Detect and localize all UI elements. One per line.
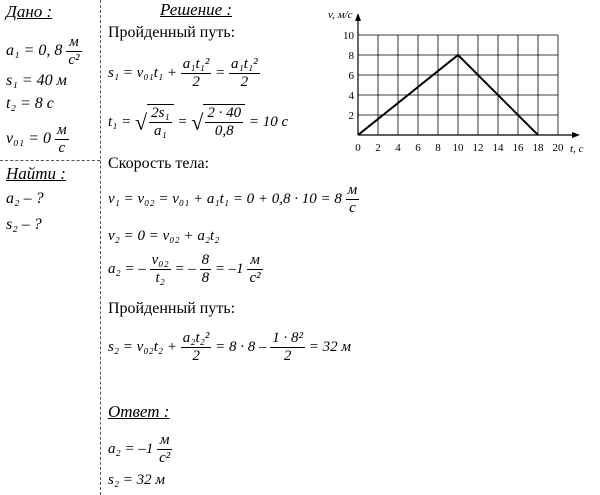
chart-x-tick-label: 16 [512, 142, 524, 154]
find-a2: a₂ – ? [6, 190, 44, 207]
given-t2: t₂ = 8 с [6, 95, 54, 112]
eq-t1: t₁ = √ $\frac{\text{2s₁}}{\text{a₁}}$ = √ $\frac{2 \cdot 40}{0,8}$ = 10 с [108, 105, 289, 139]
eq-a2: a₂ = – $\frac{\text{v₀₂}}{\text{t₂}}$ = – $\frac{8}{8}$ = –1 $\frac{м}{\text{с²}}$ [108, 252, 261, 286]
given-s1: s₁ = 40 м [6, 72, 67, 89]
eq-s1: s₁ = v₀₁t₁ + $\frac{\text{a₁t₁²}}{2}$ = $\frac{\text{a₁t₁²}}{2}$ [108, 56, 258, 90]
chart-x-tick-label: 6 [415, 142, 421, 154]
chart-y-tick-label: 4 [348, 90, 354, 102]
solution-header: Решение : [160, 0, 233, 19]
eq-v1: v₁ = v₀₂ = v₀₁ + a₁t₁ = 0 + 0,8 · 10 = 8 $\frac{м}{с}$ [108, 182, 358, 216]
chart-x-tick-label: 8 [435, 142, 441, 154]
chart-x-tick-label: 10 [452, 142, 464, 154]
eq-s2: s₂ = v₀₂t₂ + $\frac{\text{a₂t₂²}}{2}$ = 8 · 8 – $\frac{\text{1 · 8²}}{2}$ = 32 м [108, 330, 351, 364]
chart-x-tick-label: 14 [492, 142, 504, 154]
chart-y-tick-label: 2 [348, 110, 354, 122]
find-header: Найти : [6, 164, 66, 183]
find-s2: s₂ – ? [6, 216, 42, 233]
given-v01: v₀₁ = 0 $\frac{м}{с}$ [6, 122, 67, 156]
chart-xlabel: t, с [570, 143, 584, 155]
path2-label: Пройденный путь: [108, 300, 236, 317]
chart-y-tick-label: 6 [348, 70, 354, 82]
chart-y-tick-label: 10 [343, 30, 354, 42]
chart-ylabel: v, м/с [328, 9, 353, 21]
chart-x-tick-label: 4 [395, 142, 401, 154]
column-divider [100, 0, 101, 495]
chart-x-tick-label: 20 [552, 142, 564, 154]
velocity-time-chart [328, 0, 600, 165]
answer-a2: a₂ = –1 $\frac{м}{\text{с²}}$ [108, 432, 171, 466]
given-header: Дано : [6, 2, 53, 21]
given-a1: a₁ = 0, 8 $\frac{м}{\text{с²}}$ [6, 34, 80, 68]
path1-label: Пройденный путь: [108, 24, 236, 41]
chart-x-tick-label: 2 [375, 142, 381, 154]
eq-v2: v₂ = 0 = v₀₂ + a₂t₂ [108, 228, 220, 244]
chart-y-tick-label: 8 [348, 50, 354, 62]
chart-x-tick-label: 0 [355, 142, 361, 154]
given-find-divider [0, 160, 100, 161]
answer-s2: s₂ = 32 м [108, 472, 165, 488]
chart-x-tick-label: 18 [532, 142, 544, 154]
speed-label: Скорость тела: [108, 155, 210, 172]
chart-x-axis-arrow [572, 132, 580, 138]
chart-y-axis-arrow [355, 13, 361, 21]
chart-x-tick-label: 12 [472, 142, 484, 154]
answer-header: Ответ : [108, 402, 170, 421]
